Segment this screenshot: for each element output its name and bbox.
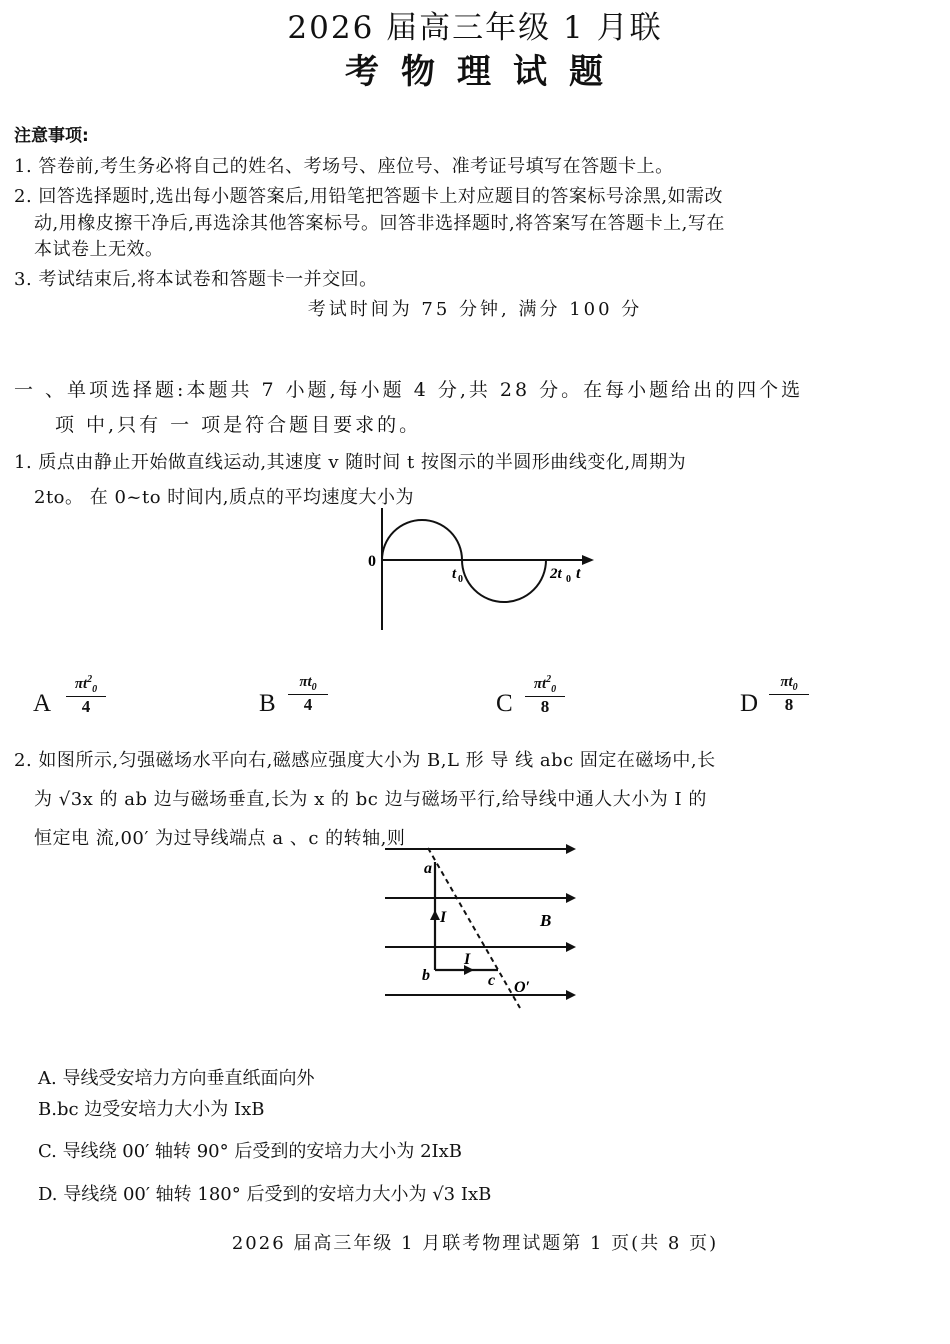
- q2-stem: 2. 如图所示,匀强磁场水平向右,磁感应强度大小为 B,L 形 导 线 abc 固定在磁场中,长: [14, 750, 716, 771]
- exam-title-line1: 2026 届高三年级 1 月联: [287, 10, 663, 46]
- q1-stem: 1. 质点由静止开始做直线运动,其速度 v 随时间 t 按图示的半圆形曲线变化,周期为: [14, 452, 687, 473]
- q1-option-d-label[interactable]: D: [740, 690, 759, 717]
- note-item: 2. 回答选择题时,选出每小题答案后,用铅笔把答题卡上对应题目的答案标号涂黑,如需改: [14, 186, 724, 207]
- exam-info: 考试时间为 75 分钟, 满分 100 分: [307, 299, 643, 320]
- point-b-label: b: [422, 967, 430, 984]
- q1-option-c-value: $\frac{\pi t^2_0}{8}$: [525, 674, 565, 717]
- t0-label: t: [452, 566, 457, 582]
- exam-title-line2: 考物理试题: [345, 52, 625, 92]
- field-arrow-icon: [566, 893, 576, 903]
- point-a-label: a: [424, 860, 432, 877]
- q2-stem-cont: 为 √3x 的 ab 边与磁场垂直,长为 x 的 bc 边与磁场平行,给导线中通人大小为 I 的: [34, 789, 707, 810]
- rotation-axis: [428, 848, 520, 1008]
- note-item: 1. 答卷前,考生务必将自己的姓名、考场号、座位号、准考证号填写在答题卡上。: [14, 156, 674, 177]
- q1-velocity-graph: [360, 500, 600, 635]
- 2t0-label: 2t: [550, 566, 562, 582]
- q2-option-d[interactable]: D. 导线绕 00′ 轴转 180° 后受到的安培力大小为 √3 IxB: [38, 1184, 492, 1205]
- q1-stem-cont: 2to。 在 0~to 时间内,质点的平均速度大小为: [34, 487, 415, 508]
- field-arrow-icon: [566, 844, 576, 854]
- field-arrow-icon: [566, 942, 576, 952]
- t-axis-arrow-icon: [582, 555, 594, 565]
- q2-option-b[interactable]: B.bc 边受安培力大小为 IxB: [38, 1099, 265, 1120]
- q2-option-c[interactable]: C. 导线绕 00′ 轴转 90° 后受到的安培力大小为 2IxB: [38, 1141, 463, 1162]
- q2-option-a[interactable]: A. 导线受安培力方向垂直纸面向外: [38, 1068, 315, 1089]
- q1-option-a-label[interactable]: A: [33, 690, 52, 717]
- axis-o-label: O′: [514, 979, 531, 996]
- section-heading-cont: 项 中,只有 一 项是符合题目要求的。: [55, 414, 422, 436]
- notes-heading: 注意事项:: [14, 126, 89, 146]
- note-item: 3. 考试结束后,将本试卷和答题卡一并交回。: [14, 269, 378, 290]
- q2-magnetic-field-figure: [380, 840, 580, 1015]
- field-b-label: B: [540, 911, 552, 930]
- page-footer: 2026 届高三年级 1 月联考物理试题第 1 页(共 8 页): [231, 1233, 719, 1254]
- t0-sub: 0: [458, 574, 463, 585]
- section-heading: 一 、单项选择题:本题共 7 小题,每小题 4 分,共 28 分。在每小题给出的四个选: [14, 379, 804, 401]
- current-label: I: [440, 909, 447, 926]
- current-arrow-icon: [430, 910, 440, 920]
- q1-option-a-value: $\frac{\pi t^2_0}{4}$: [66, 674, 106, 717]
- lower-semicircle: [462, 560, 546, 602]
- q1-option-b-value: $\frac{\pi t_0}{4}$: [288, 674, 328, 715]
- upper-semicircle: [382, 520, 462, 560]
- origin-label: 0: [368, 553, 376, 570]
- note-item: 动,用橡皮擦干净后,再选涂其他答案标号。回答非选择题时,将答案写在答题卡上,写在: [34, 213, 725, 234]
- t-axis-label: t: [576, 565, 581, 582]
- field-arrow-icon: [566, 990, 576, 1000]
- q1-option-d-value: $\frac{\pi t_0}{8}$: [769, 674, 809, 715]
- q1-option-c-label[interactable]: C: [496, 690, 513, 717]
- q1-option-b-label[interactable]: B: [259, 690, 276, 717]
- 2t0-sub: 0: [566, 574, 571, 585]
- current-label: I: [464, 951, 471, 968]
- q2-stem-cont2: 恒定电 流,00′ 为过导线端点 a 、c 的转轴,则: [34, 828, 406, 849]
- point-c-label: c: [488, 972, 496, 989]
- note-item: 本试卷上无效。: [34, 239, 164, 260]
